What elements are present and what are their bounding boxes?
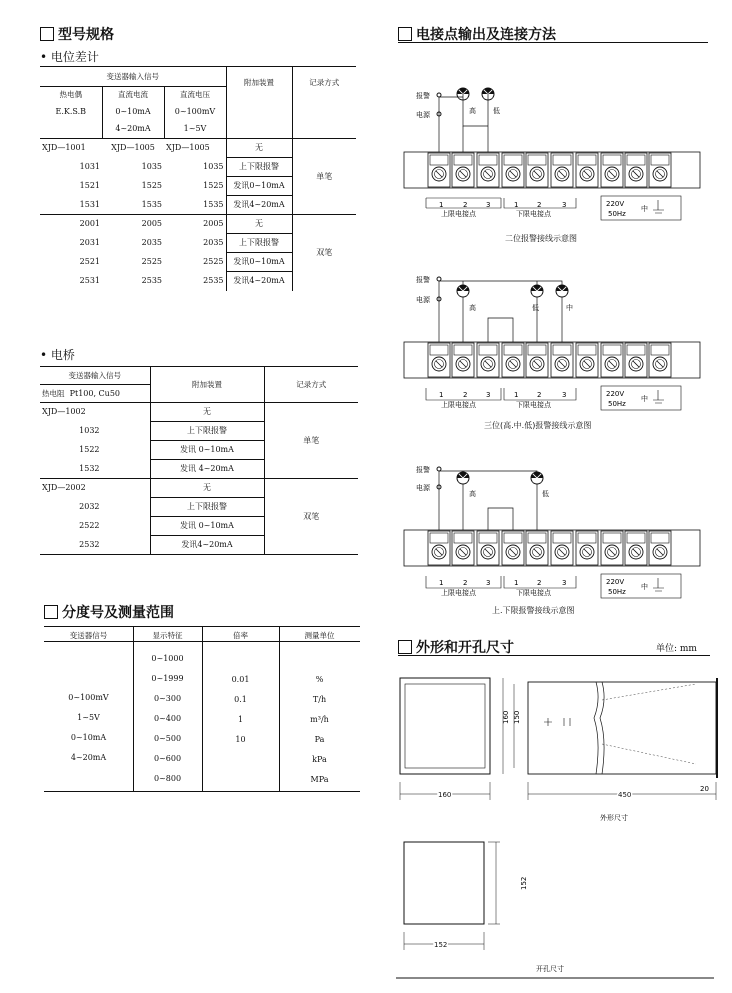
power-label: 电源 [416, 484, 430, 492]
dual-pen-label: 双笔 [264, 479, 358, 555]
svg-text:3: 3 [486, 391, 491, 399]
col-header: 变送器信号 [69, 631, 108, 640]
svg-text:2: 2 [537, 579, 542, 587]
outline-caption: 外形尺寸 [600, 814, 628, 822]
low-label: 低 [493, 107, 500, 115]
unit-cell: % [315, 675, 324, 684]
table-row: 2532 发讯4~20mA [40, 536, 358, 555]
svg-text:下限电接点: 下限电接点 [516, 210, 551, 218]
record-mode-header: 记录方式 [292, 67, 356, 139]
unit-cell: Pa [314, 735, 325, 744]
model-spec-title: 型号规格 [40, 24, 114, 44]
lamp-high-icon [457, 472, 469, 484]
table-row: 2001 2005 2005 无 双笔 [40, 215, 356, 234]
col-header: 显示特征 [152, 631, 183, 640]
caption-upper-lower: 上.下限报警接线示意图 [492, 606, 575, 615]
table-row: 2031 2035 2035 上下限报警 [40, 234, 356, 253]
divider [202, 627, 203, 791]
table-row: 2032 上下限报警 [40, 498, 358, 517]
svg-text:1: 1 [514, 579, 519, 587]
high-label: 高 [469, 107, 476, 115]
high-label: 高 [469, 490, 476, 498]
alarm-label: 报警 [416, 466, 430, 474]
svg-text:1: 1 [439, 579, 444, 587]
lamp-mid-icon [556, 285, 568, 297]
voltage-value-2: 1~5V [164, 121, 226, 139]
power-label: 电源 [416, 296, 430, 304]
ground-icon [653, 200, 664, 213]
svg-text:中: 中 [641, 205, 648, 213]
dimensions-title: 外形和开孔尺寸 [398, 637, 514, 657]
svg-text:220V: 220V [606, 200, 625, 208]
svg-text:2: 2 [537, 391, 542, 399]
transmitter-input-header: 变送器输入信号 [40, 367, 150, 385]
unit-cell: T/h [312, 695, 327, 704]
svg-text:50Hz: 50Hz [608, 588, 626, 596]
table-row: 1032 上下限报警 [40, 422, 358, 441]
attachment-header: 附加装置 [150, 367, 264, 403]
alarm-label: 报警 [416, 276, 430, 284]
display-cell: 0~600 [153, 754, 182, 763]
caption-three-position: 三位(高.中.低)报警接线示意图 [484, 421, 592, 430]
svg-text:上限电接点: 上限电接点 [441, 589, 476, 597]
svg-text:3: 3 [486, 201, 491, 209]
low-label: 低 [532, 304, 539, 312]
high-label: 高 [469, 304, 476, 312]
record-mode-header: 记录方式 [264, 367, 358, 403]
rate-cell: 0.01 [231, 675, 250, 684]
single-pen-label: 单笔 [292, 139, 356, 215]
dim-152-horizontal: 152 [434, 941, 448, 949]
bullet-icon: • [40, 348, 51, 362]
caption-two-position: 二位报警接线示意图 [505, 234, 577, 243]
svg-text:3: 3 [562, 391, 567, 399]
cutout-caption: 开孔尺寸 [536, 965, 564, 973]
display-cell: 0~800 [153, 774, 182, 783]
dim-150-vertical: 150 [513, 710, 521, 724]
title-underline [398, 42, 708, 43]
dimension-drawings [396, 660, 718, 980]
attachment-header: 附加装置 [226, 67, 292, 139]
title-underline [398, 655, 710, 656]
unit-cell: MPa [310, 775, 329, 784]
lamp-low-icon [531, 472, 543, 484]
lamp-low-icon [531, 285, 543, 297]
upper-lower-alarm-diagram [404, 465, 700, 598]
svg-text:2: 2 [463, 391, 468, 399]
svg-text:下限电接点: 下限电接点 [516, 589, 551, 597]
svg-text:1: 1 [514, 201, 519, 209]
bridge-table [40, 366, 358, 555]
svg-text:1: 1 [514, 391, 519, 399]
table-row: 2521 2525 2525 发讯0~10mA [40, 253, 356, 272]
svg-text:上限电接点: 上限电接点 [441, 401, 476, 409]
current-value-1: 0~10mA [102, 103, 164, 121]
dim-20: 20 [700, 785, 709, 793]
section-box-icon [44, 605, 58, 619]
mid-label: 中 [566, 304, 573, 312]
svg-text:3: 3 [562, 579, 567, 587]
display-cell: 0~400 [153, 714, 182, 723]
svg-text:中: 中 [641, 395, 648, 403]
display-cell: 0~1000 [151, 654, 184, 663]
svg-text:下限电接点: 下限电接点 [516, 401, 551, 409]
graduation-table [44, 626, 360, 792]
svg-text:1: 1 [439, 201, 444, 209]
table-row: 1521 1525 1525 发讯0~10mA [40, 177, 356, 196]
unit-label: 单位: mm [656, 644, 697, 654]
wiring-diagrams [396, 60, 714, 630]
svg-text:中: 中 [641, 583, 648, 591]
two-position-alarm-diagram [404, 88, 700, 220]
dc-current-col: 直流电流 [102, 87, 164, 103]
section-box-icon [40, 27, 54, 41]
svg-text:1: 1 [439, 391, 444, 399]
table-row: 1031 1035 1035 上下限报警 [40, 158, 356, 177]
display-cell: 0~1999 [151, 674, 184, 683]
display-cell: 0~300 [153, 694, 182, 703]
svg-text:220V: 220V [606, 578, 625, 586]
rtd-label: 热电阻 [42, 388, 65, 398]
table-row: XJD—1002 无 单笔 [40, 403, 358, 422]
table-row: 2522 发讯 0~10mA [40, 517, 358, 536]
bullet-icon: • [40, 50, 51, 64]
divider [133, 627, 134, 791]
wiring-title: 电接点输出及连接方法 [398, 24, 556, 44]
low-label: 低 [542, 490, 549, 498]
signal-cell: 0~100mV [68, 693, 109, 702]
svg-text:2: 2 [463, 201, 468, 209]
svg-text:2: 2 [537, 201, 542, 209]
svg-text:上限电接点: 上限电接点 [441, 210, 476, 218]
svg-text:3: 3 [562, 201, 567, 209]
rtd-value: Pt100, Cu50 [69, 388, 120, 398]
bridge-subtitle: • 电桥 [40, 348, 75, 362]
svg-text:3: 3 [486, 579, 491, 587]
potentiometer-subtitle: • 电位差计 [40, 50, 99, 64]
alarm-label: 报警 [416, 92, 430, 100]
unit-cell: m³/h [310, 715, 329, 724]
svg-text:50Hz: 50Hz [608, 400, 626, 408]
display-cell: 0~500 [153, 734, 182, 743]
signal-cell: 1~5V [77, 713, 100, 722]
graduation-title: 分度号及测量范围 [44, 602, 174, 622]
signal-cell: 0~10mA [70, 733, 107, 742]
thermo-value: E.K.S.B [55, 106, 87, 116]
dc-voltage-col: 直流电压 [164, 87, 226, 103]
signal-cell: 4~20mA [70, 753, 107, 762]
rate-cell: 10 [235, 735, 246, 744]
table-row: XJD—1001 XJD—1005 XJD—1005 无 单笔 [40, 139, 356, 158]
ground-icon [653, 390, 664, 403]
svg-text:2: 2 [463, 579, 468, 587]
table-row: 1532 发讯 4~20mA [40, 460, 358, 479]
unit-cell: kPa [312, 755, 327, 764]
svg-text:50Hz: 50Hz [608, 210, 626, 218]
thermocouple-col: 热电偶 [59, 90, 82, 99]
three-position-alarm-diagram [404, 275, 700, 410]
divider [279, 627, 280, 791]
single-pen-label: 单笔 [264, 403, 358, 479]
dim-160-vertical: 160 [502, 710, 510, 724]
dim-160-horizontal: 160 [438, 791, 452, 799]
col-header: 倍率 [233, 631, 248, 640]
power-label: 电源 [416, 111, 430, 119]
rate-cell: 1 [237, 715, 244, 724]
dual-pen-label: 双笔 [292, 215, 356, 291]
rate-cell: 0.1 [234, 695, 247, 704]
table-row: XJD—2002 无 双笔 [40, 479, 358, 498]
table-row: 1522 发讯 0~10mA [40, 441, 358, 460]
voltage-value-1: 0~100mV [164, 103, 226, 121]
table-row: 2531 2535 2535 发讯4~20mA [40, 272, 356, 291]
lamp-high-icon [457, 285, 469, 297]
transmitter-input-header: 变送器输入信号 [40, 67, 226, 87]
table-row: 1531 1535 1535 发讯4~20mA [40, 196, 356, 215]
dim-450: 450 [618, 791, 632, 799]
ground-icon [653, 578, 664, 591]
svg-text:220V: 220V [606, 390, 625, 398]
col-header: 测量单位 [304, 631, 335, 640]
dim-152-vertical: 152 [520, 876, 528, 890]
section-box-icon [398, 640, 412, 654]
section-box-icon [398, 27, 412, 41]
current-value-2: 4~20mA [102, 121, 164, 139]
potentiometer-table [40, 66, 356, 291]
